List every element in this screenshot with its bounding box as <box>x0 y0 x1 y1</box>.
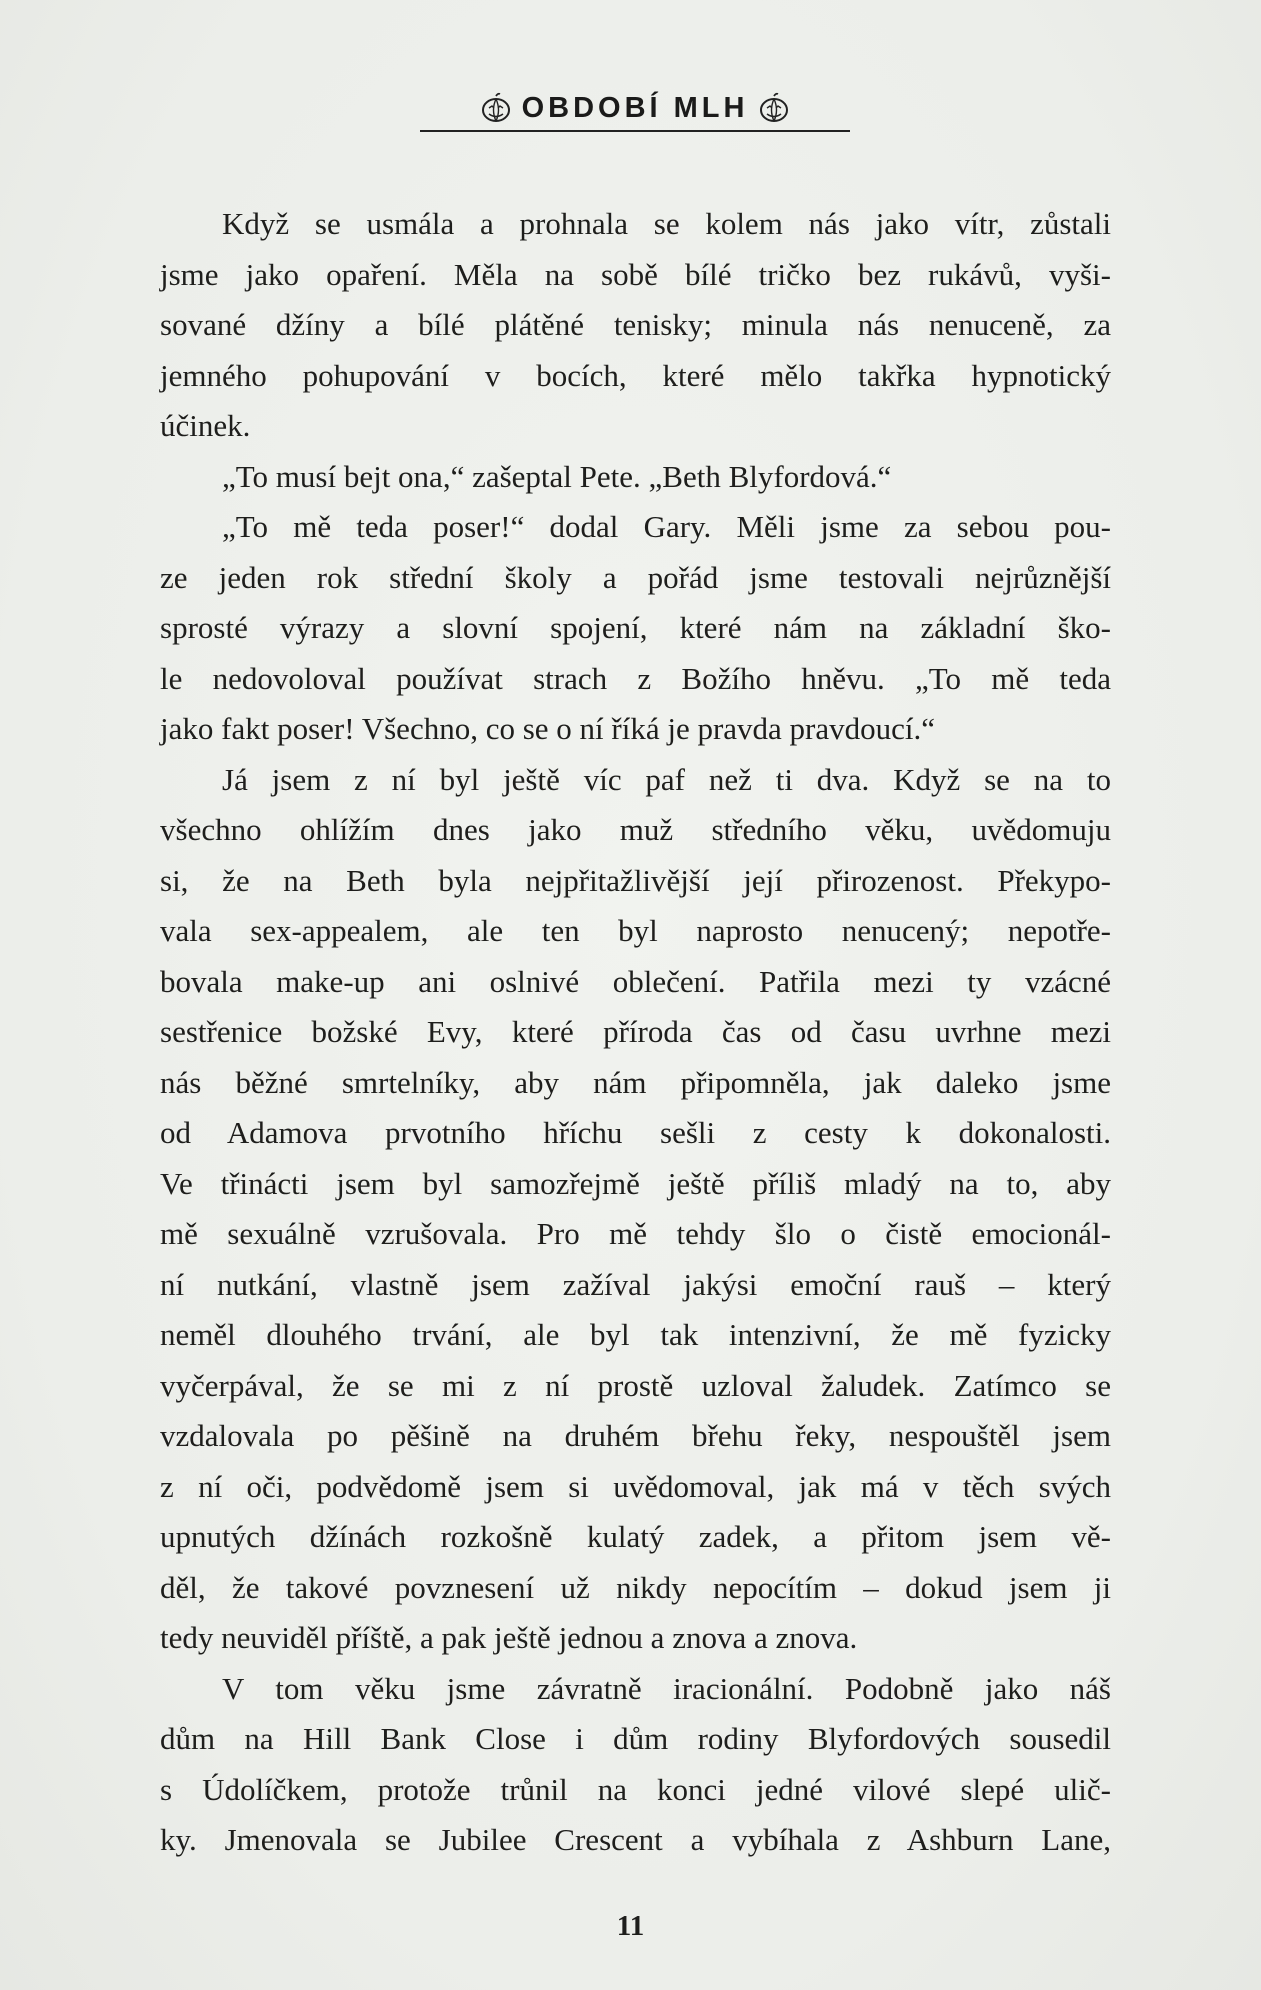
text-line: Já jsem z ní byl ještě víc paf než ti dva. Když se na to <box>222 761 1111 797</box>
text-line: bovala make-up ani oslnivé oblečení. Patřila mezi ty vzácné <box>160 963 1111 999</box>
text-line: ky. Jmenovala se Jubilee Crescent a vybíhala z Ashburn Lane, <box>160 1822 1111 1857</box>
text-line: účinek. <box>160 408 251 443</box>
pumpkin-icon <box>758 92 790 124</box>
text-line: dům na Hill Bank Close i dům rodiny Blyfordových sousedil <box>160 1721 1111 1756</box>
header-rule <box>420 130 850 132</box>
text-line: jemného pohupování v bocích, které mělo takřka hypnotický <box>160 357 1111 393</box>
text-line: Ve třinácti jsem byl samozřejmě ještě příliš mladý na to, aby <box>160 1165 1111 1201</box>
text-line: „To musí bejt ona,“ zašeptal Pete. „Beth Blyfordová.“ <box>222 458 892 494</box>
text-line: tedy neuviděl příště, a pak ještě jednou a znova a znova. <box>160 1620 858 1655</box>
text-line: Když se usmála a prohnala se kolem nás jako vítr, zůstali <box>222 206 1111 241</box>
text-line: sované džíny a bílé plátěné tenisky; minula nás nenuceně, za <box>160 307 1111 342</box>
running-header <box>420 80 850 136</box>
text-line: ze jeden rok střední školy a pořád jsme testovali nejrůznější <box>160 559 1111 595</box>
text-line: „To mě teda poser!“ dodal Gary. Měli jsme za sebou pou- <box>222 509 1111 544</box>
body-text <box>160 199 1111 1866</box>
text-line: upnutých džínách rozkošně kulatý zadek, a přitom jsem vě- <box>160 1519 1111 1554</box>
text-line: všechno ohlížím dnes jako muž středního věku, uvědomuju <box>160 812 1111 847</box>
text-line: si, že na Beth byla nejpřitažlivější její přirozenost. Překypo- <box>160 862 1111 898</box>
pumpkin-icon <box>480 92 512 124</box>
text-line: vala sex-appealem, ale ten byl naprosto nenucený; nepotře- <box>160 913 1111 948</box>
text-line: jako fakt poser! Všechno, co se o ní říká je pravda pravdoucí.“ <box>160 711 936 746</box>
text-line: V tom věku jsme závratně iracionální. Podobně jako náš <box>222 1670 1111 1706</box>
text-line: s Údolíčkem, protože trůnil na konci jedné vilové slepé ulič- <box>160 1771 1111 1807</box>
text-line: od Adamova prvotního hříchu sešli z cesty k dokonalosti. <box>160 1115 1111 1150</box>
text-line: sprosté výrazy a slovní spojení, které nám na základní ško- <box>160 610 1111 645</box>
text-line: z ní oči, podvědomě jsem si uvědomoval, jak má v těch svých <box>160 1468 1111 1504</box>
header-title: OBDOBÍ MLH <box>521 91 749 124</box>
text-line: sestřenice božské Evy, které příroda čas od času uvrhne mezi <box>160 1014 1111 1049</box>
text-line: jsme jako opaření. Měla na sobě bílé tričko bez rukávů, vyši- <box>160 256 1111 292</box>
text-line: nás běžné smrtelníky, aby nám připomněla, jak daleko jsme <box>160 1064 1111 1100</box>
text-line: ní nutkání, vlastně jsem zažíval jakýsi emoční rauš – který <box>160 1266 1111 1302</box>
text-line: mě sexuálně vzrušovala. Pro mě tehdy šlo o čistě emocionál- <box>160 1216 1111 1251</box>
text-line: vyčerpával, že se mi z ní prostě uzloval žaludek. Zatímco se <box>160 1367 1111 1403</box>
text-line: neměl dlouhého trvání, ale byl tak intenzivní, že mě fyzicky <box>160 1317 1111 1352</box>
text-line: le nedovoloval používat strach z Božího hněvu. „To mě teda <box>160 660 1111 696</box>
text-line: vzdalovala po pěšině na druhém břehu řeky, nespouštěl jsem <box>160 1418 1111 1453</box>
text-line: děl, že takové povznesení už nikdy nepocítím – dokud jsem ji <box>160 1569 1111 1605</box>
page-number: 11 <box>616 1910 645 1942</box>
